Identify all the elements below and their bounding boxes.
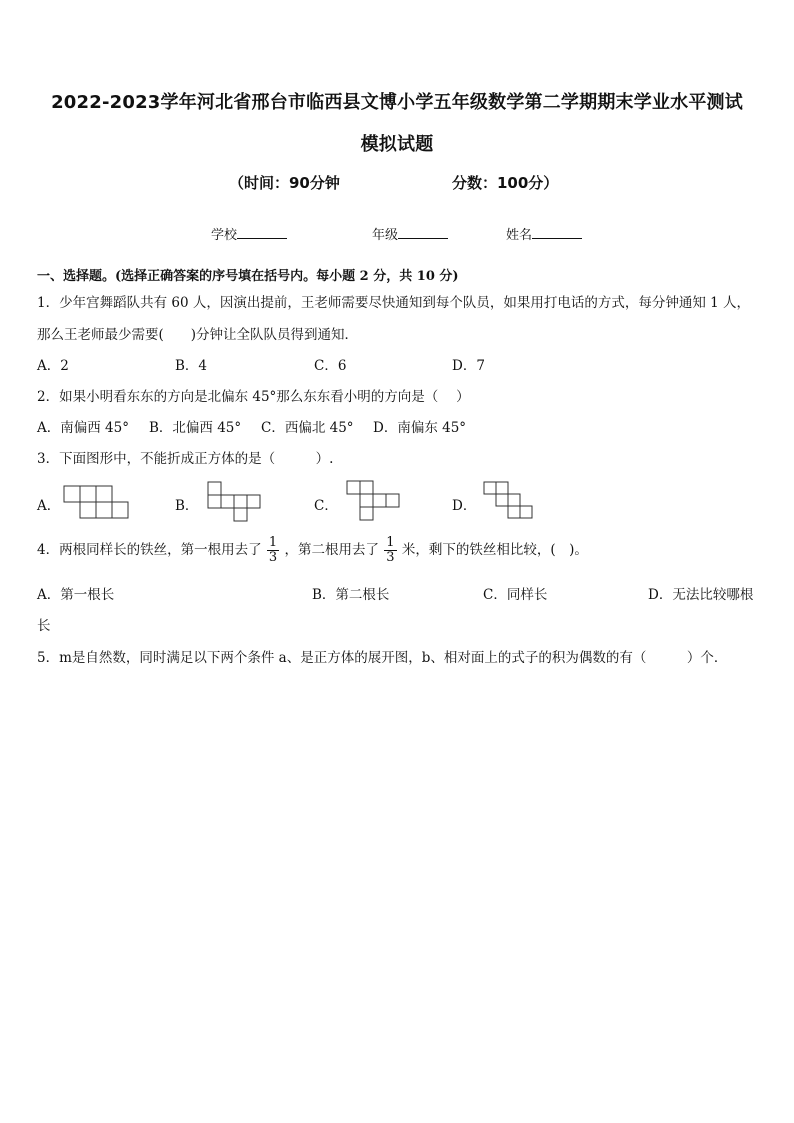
school-field[interactable] — [211, 224, 287, 243]
q3-net-b-figure — [207, 481, 261, 523]
question-1-text: 1．少年宫舞蹈队共有 60 人，因演出提前，王老师需要尽快通知到每个队员，如果用打电话的方式，每分钟通知 1 人， — [37, 295, 751, 311]
score-label: 分数：100分） — [452, 174, 559, 192]
q4-part2: ，第二根用去了 — [284, 542, 379, 558]
q3-net-a-figure — [63, 485, 129, 521]
q3-net-c-figure — [346, 480, 400, 522]
q3-option-b[interactable]: B． — [175, 498, 199, 514]
q3-option-a[interactable]: A． — [37, 498, 61, 514]
q4-part3: 米，剩下的铁丝相比较，( )。 — [401, 542, 588, 558]
question-5-text: 5．m是自然数，同时满足以下两个条件 a、是正方体的展开图，b、相对面上的式子的积为偶数的有（ ）个． — [37, 650, 728, 666]
q4-option-c[interactable]: C．同样长 — [483, 587, 548, 603]
frac2-numerator: 1 — [386, 535, 395, 550]
q2-option-a[interactable]: A．南偏西 45° — [37, 420, 129, 436]
q3-option-d[interactable]: D． — [452, 498, 477, 514]
q1-option-c[interactable]: C．6 — [314, 358, 347, 374]
fraction-one-third-b — [384, 536, 396, 565]
time-label: （时间：90分钟 — [229, 174, 340, 192]
grade-field[interactable] — [372, 224, 448, 243]
q1-option-b[interactable]: B．4 — [175, 358, 208, 374]
q3-net-d-figure — [483, 481, 535, 523]
q2-option-b[interactable]: B．北偏西 45° — [149, 420, 242, 436]
q4-option-a[interactable]: A．第一根长 — [37, 587, 115, 603]
name-label: 姓名 — [506, 228, 533, 243]
q2-option-c[interactable]: C．西偏北 45° — [261, 420, 354, 436]
q1-option-a[interactable]: A．2 — [37, 358, 69, 374]
q2-option-d[interactable]: D．南偏东 45° — [373, 420, 467, 436]
exam-subtitle: 模拟试题 — [360, 134, 434, 155]
name-blank[interactable] — [532, 226, 582, 239]
question-1-text-cont: 那么王老师最少需要( )分钟让全队队员得到通知． — [37, 327, 359, 343]
frac1-denominator: 3 — [268, 550, 278, 565]
q1-option-d[interactable]: D．7 — [452, 358, 485, 374]
section-heading: 一、选择题。(选择正确答案的序号填在括号内。每小题 2 分，共 10 分) — [37, 269, 459, 284]
grade-label: 年级 — [372, 228, 399, 243]
question-3-text: 3．下面图形中，不能折成正方体的是（ ）. — [37, 451, 334, 467]
exam-title: 2022-2023学年河北省邢台市临西县文博小学五年级数学第二学期期末学业水平测试 — [51, 92, 743, 113]
frac2-denominator: 3 — [386, 550, 395, 565]
q4-option-b[interactable]: B．第二根长 — [312, 587, 390, 603]
frac1-numerator: 1 — [268, 535, 278, 550]
q4-part1: 4．两根同样长的铁丝，第一根用去了 — [37, 542, 262, 558]
name-field[interactable] — [506, 224, 582, 243]
question-2-text: 2．如果小明看东东的方向是北偏东 45°那么东东看小明的方向是（ ） — [37, 389, 470, 405]
q4-option-d[interactable]: D．无法比较哪根 — [648, 587, 754, 603]
fraction-one-third-a — [267, 536, 279, 565]
q4-option-d-wrap: 长 — [37, 618, 51, 634]
question-4-text — [37, 536, 588, 565]
grade-blank[interactable] — [398, 226, 448, 239]
school-label: 学校 — [211, 228, 238, 243]
school-blank[interactable] — [237, 226, 287, 239]
q3-option-c[interactable]: C． — [314, 498, 338, 514]
